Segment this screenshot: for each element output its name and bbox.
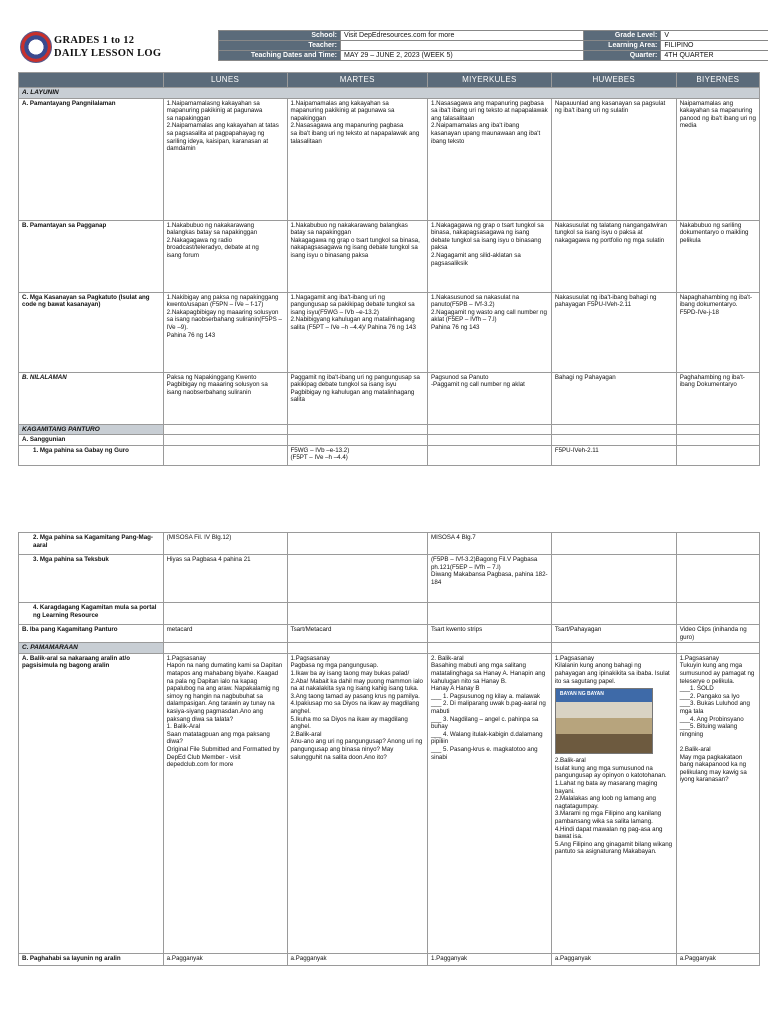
table-cell: Tsart/Metacard — [287, 625, 427, 643]
table-cell — [287, 603, 427, 625]
table-cell: 1.Nakagagawa ng grap o tsart tungkol sa binasa, nakapagsasagawa ng isang debate tungkol sa isang isyu o binasang paksa 2.Nagagamit ang silid-aklatan sa pagsasaliksik — [427, 220, 551, 292]
table-cell: Napaghahambing ng iba't-ibang dokumentaryo. F5PD-IVe-j-18 — [676, 292, 759, 372]
title-line-1: GRADES 1 to 12 — [54, 35, 135, 46]
table-row — [19, 435, 760, 446]
day-lunes: LUNES — [163, 73, 287, 88]
lesson-table-page-1 — [18, 72, 760, 466]
table-cell — [287, 533, 427, 555]
table-cell: Nakasusulat ng iba't-ibang bahagi ng pahayagan F5PU-IVeh-2.11 — [551, 292, 676, 372]
row-label: B. Pamantayan sa Pagganap — [19, 220, 164, 292]
table-cell — [551, 533, 676, 555]
table-row — [19, 98, 760, 220]
table-cell-huwebes — [551, 653, 676, 953]
table-cell — [427, 603, 551, 625]
day-miyerkules: MIYERKULES — [427, 73, 551, 88]
table-cell — [163, 445, 287, 465]
table-cell: 2. Balik-aral Basahing mabuti ang mga salitang matatalinghaga sa Hanay A. Hanapin ang kahulugan nito sa Hanay B. Hanay A Hanay B ___ 1. Pagsusunog ng kilay a. malawak ___ 2. Di maliparang uwak b.pag-aaral ng mabuti ___ 3. Nagdilang – angel c. pahinpa sa buhay ___ 4. Walang itulak-kabigin d.dalamang pipiliin ___ 5. Pasang-krus e. magkatotoo ang sinabi — [427, 653, 551, 953]
table-row — [19, 953, 760, 965]
header-info-table — [218, 30, 768, 61]
table-cell — [163, 603, 287, 625]
table-cell — [676, 533, 759, 555]
table-row — [19, 220, 760, 292]
grade-label: Grade Level: — [584, 31, 661, 41]
grade-value: V — [661, 31, 768, 41]
table-cell: Napauunlad ang kasanayan sa pagsulat ng iba't ibang uri ng sulatin — [551, 98, 676, 220]
area-label: Learning Area: — [584, 41, 661, 51]
table-cell — [427, 435, 551, 446]
row-label: C. Mga Kasanayan sa Pagkatuto (Isulat ang code ng bawat kasanayan) — [19, 292, 164, 372]
section-row-pamamaraan — [19, 643, 760, 654]
table-cell: a.Pagganyak — [163, 953, 287, 965]
school-value: Visit DepEdresources.com for more — [341, 31, 584, 41]
table-cell: (F5PB – IVf-3.2)Bagong Fil.V Pagbasa ph.121(F5EP – IVfh – 7.l) Diwang Makabansa Pagbasa, pahina 182-184 — [427, 555, 551, 603]
table-cell: Tsart kwento strips — [427, 625, 551, 643]
table-cell: 1.Nakasusunod sa nakasulat na panuto(F5PB – IVf-3.2) 2.Nagagamit ng wasto ang call number ng aklat (F5EP – IVfh – 7.l) Pahina 76 ng 143 — [427, 292, 551, 372]
newspaper-headline: BAYAN NG BAYAN — [559, 691, 604, 698]
table-cell: Video Clips (inihanda ng guro) — [676, 625, 759, 643]
table-cell — [551, 435, 676, 446]
deped-seal-icon — [20, 31, 52, 63]
table-cell: Nakasusulat ng talatang nangangatwiran tungkol sa isang isyu o paksa at nakagagawa ng portfolio ng mga sulatin — [551, 220, 676, 292]
table-row — [19, 625, 760, 643]
quarter-value: 4TH QUARTER — [661, 51, 768, 61]
row-label: A. Sanggunian — [19, 435, 164, 446]
table-cell — [287, 555, 427, 603]
table-cell — [676, 603, 759, 625]
area-value: FILIPINO — [661, 41, 768, 51]
dates-value: MAY 29 – JUNE 2, 2023 (WEEK 5) — [341, 51, 584, 61]
table-cell: 1.Nasasagawa ang mapanuring pagbasa sa iba't ibang uri ng teksto at napapalawak ang talasalitaan 2.Naipamamalas ang iba't ibang kasanayan upang maunawaan ang iba't ibang teksto — [427, 98, 551, 220]
day-huwebes: HUWEBES — [551, 73, 676, 88]
dates-label: Teaching Dates and Time: — [219, 51, 341, 61]
quarter-label: Quarter: — [584, 51, 661, 61]
row-label: A. Balik-aral sa nakaraang aralin at/o pagsisimula ng bagong aralin — [19, 653, 164, 953]
table-row — [19, 292, 760, 372]
table-row — [19, 445, 760, 465]
table-cell: Nakabubuo ng sariling dokumentaryo o maikling pelikula — [676, 220, 759, 292]
table-cell: Hiyas sa Pagbasa 4 pahina 21 — [163, 555, 287, 603]
teacher-value — [341, 41, 584, 51]
table-cell — [676, 435, 759, 446]
table-cell — [163, 435, 287, 446]
table-cell: F5PU-IVeh-2.11 — [551, 445, 676, 465]
table-cell — [287, 435, 427, 446]
table-cell: 1.Nagagamit ang iba't-ibang uri ng pangungusap sa pakikipag debate tungkol sa isang isyu(F5WG – IVb –e-13.2) 2.Nabibigyang kahulugan ang matalinhagang salita (F5PT – IVe –h –4.4)/ Pahina 76 ng 143 — [287, 292, 427, 372]
table-cell: Paggamit ng iba't-ibang uri ng pangungusap sa pakikipag debate tungkol sa isang isyu Pagbibigay ng kahulugan ang matalinhagang salita — [287, 372, 427, 424]
table-cell — [427, 445, 551, 465]
table-cell: 1.Naipamamalasng kakayahan sa mapanuring pakikinig at pagunawa sa napakinggan 2.Naipamamalas ang kakayahan at tatas sa pagsasalita at pagpapahayag ng sariling ideya, kaisipan, karanasan at damdamin — [163, 98, 287, 220]
title-line-2: DAILY LESSON LOG — [54, 48, 162, 59]
row-label: B. NILALAMAN — [19, 372, 164, 424]
table-cell: Bahagi ng Pahayagan — [551, 372, 676, 424]
table-cell: 1.Nakabubuo ng nakakarawang balangkas batay sa napakinggan Nakagagawa ng grap o tsart tungkol sa binasa, nakapagsasagawa ng isang debate tungkol sa isang isyu o binasang paksa — [287, 220, 427, 292]
table-cell: F5WG – IVb –e-13.2) (F5PT – IVe –h –4.4) — [287, 445, 427, 465]
row-label: 3. Mga pahina sa Teksbuk — [19, 555, 164, 603]
corner-cell — [19, 73, 164, 88]
table-cell — [676, 555, 759, 603]
table-cell: 1.Nakabubuo ng nakakarawang balangkas batay sa napakinggan 2.Nakagagawa ng radio broadcast/teleradyo, debate at ng isang forum — [163, 220, 287, 292]
table-row — [19, 603, 760, 625]
teacher-label: Teacher: — [219, 41, 341, 51]
table-cell — [551, 603, 676, 625]
lesson-table-page-2 — [18, 532, 760, 966]
huwebes-balik-aral: 2.Balik-aral Isulat kung ang mga sumusunod na pangungusap ay opinyon o katotohanan. 1.Lahat ng bata ay masarang maging bayani. 2.Malalakas ang loob ng lamang ang nagtatagumpay. 3.Marami ng mga Filipino ang kanilang pambansang wika sa salita lamang. 4.Hindi dapat mawalan ng pag-asa ang bawat isa. 5.Ang Filipino ang ginagamit bilang wikang pantuto sa asignaturang Makabayan. — [554, 757, 673, 856]
table-cell: 1.Pagsasanay Hapon na nang dumating kami sa Dapitan matapos ang mahabang biyahe. Kaagad na pala ng Dapitan ialo na kapag papalubog na ang araw. Napakalamig ng simoy ng hangin na nagbubuhat sa dalampasigan. Ang tarawin ay tunay na kasiya-siyang pagmasdan.Ano ang paksang diwa sa talata? 1. Balik-Aral Saan matatagpuan ang mga paksang diwa? Original File Submitted and Formatted by DepEd Club Member - visit depedclub.com for more — [163, 653, 287, 953]
row-label: B. Iba pang Kagamitang Panturo — [19, 625, 164, 643]
school-label: School: — [219, 31, 341, 41]
page-two — [0, 526, 768, 1024]
table-cell: Paghahambing ng iba't-ibang Dokumentaryo — [676, 372, 759, 424]
table-cell — [676, 445, 759, 465]
day-header-row — [19, 73, 760, 88]
row-label: 4. Karagdagang Kagamitan mula sa portal ng Learning Resource — [19, 603, 164, 625]
table-cell: Naipamamalas ang kakayahan sa mapanuring panood ng iba't ibang uri ng media — [676, 98, 759, 220]
page-one — [0, 0, 768, 490]
row-label: 2. Mga pahina sa Kagamitang Pang-Mag-aaral — [19, 533, 164, 555]
table-row — [19, 555, 760, 603]
section-layunin: A. LAYUNIN — [19, 88, 760, 99]
row-label: B. Paghahabi sa layunin ng aralin — [19, 953, 164, 965]
table-cell: 1.Pagsasanay Pagbasa ng mga pangungusap. 1.Ikaw ba ay isang taong may bukas palad/ 2.Aba! Mabait ka dahil may puong mammon ialo na at nakalakita sya ng isang kahig isang tuka. 3.Ang taong tamad ay pasang krus ng pamilya. 4.Ipakiusap mo sa Diyos na ikaw ay magdilang anghel. 5.Ikuha mo sa Diyos na ikaw ay magdilang anghel. 2.Balik-aral Anu-ano ang uri ng pangungusap? Anong uri ng pangungusap ang binasa ninyo? May salungguhit na salita doon.Ano ito? — [287, 653, 427, 953]
newspaper-image — [555, 688, 653, 754]
section-row-kagamitan — [19, 424, 760, 435]
day-martes: MARTES — [287, 73, 427, 88]
row-label: A. Pamantayang Pangnilalaman — [19, 98, 164, 220]
table-cell: 1.Naipamamalas ang kakayahan sa mapanuring pakikinig at pagunawa sa napakinggan 2.Nasasagawa ang mapanuring pagbasa sa iba't ibang uri ng teksto at napapalawak ang talasalitaan — [287, 98, 427, 220]
table-cell: a.Pagganyak — [676, 953, 759, 965]
page-gap — [0, 490, 768, 526]
table-cell — [551, 555, 676, 603]
section-row-layunin — [19, 88, 760, 99]
document-title — [54, 34, 161, 60]
row-label: 1. Mga pahina sa Gabay ng Guro — [19, 445, 164, 465]
table-row — [19, 372, 760, 424]
table-cell: 1.Pagganyak — [427, 953, 551, 965]
table-cell: 1.Pagsasanay Tukuyin kung ang mga sumusunod ay pamagat ng teleserye o pelikula. ___1. SOLD ___2. Pangako sa Iyo ___3. Bukas Luluhod ang mga tala ___4. Ang Probinsyano ___5. Bituing walang ningning 2.Balik-aral May mga pagkakataon bang nakapanood ka ng pelikulang may kawig sa iyong karanasan? — [676, 653, 759, 953]
table-cell: MISOSA 4 Blg.7 — [427, 533, 551, 555]
table-cell: Tsart/Pahayagan — [551, 625, 676, 643]
table-cell: a.Pagganyak — [551, 953, 676, 965]
day-biyernes: BIYERNES — [676, 73, 759, 88]
table-row — [19, 653, 760, 953]
section-kagamitan: KAGAMITANG PANTURO — [19, 424, 164, 435]
table-cell: (MISOSA Fil. IV Blg.12) — [163, 533, 287, 555]
table-cell: a.Pagganyak — [287, 953, 427, 965]
table-cell: Pagsunod sa Panuto -Paggamit ng call number ng aklat — [427, 372, 551, 424]
table-row — [19, 533, 760, 555]
section-pamamaraan: C. PAMAMARAAN — [19, 643, 164, 654]
table-cell: 1.Nakibigay ang paksa ng napakinggang kwento/usapan (F5PN – IVe – f-17) 2.Nakapagbibigay ng maaaring solusyon sa isang naobserbahang suliranin(F5PS – IVe –9). Pahina 76 ng 143 — [163, 292, 287, 372]
lesson-log-header — [18, 30, 760, 64]
table-cell: metacard — [163, 625, 287, 643]
huwebes-pagsasanay: 1.Pagsasanay Kilalanin kung anong bahagi ng pahayagan ang ipinakikita sa ibaba. Isulat ito sa sagutang papel. — [554, 654, 670, 685]
table-cell: Paksa ng Napakinggang Kwento Pagbibigay ng maaaring solusyon sa isang naobserbahang suliranin — [163, 372, 287, 424]
